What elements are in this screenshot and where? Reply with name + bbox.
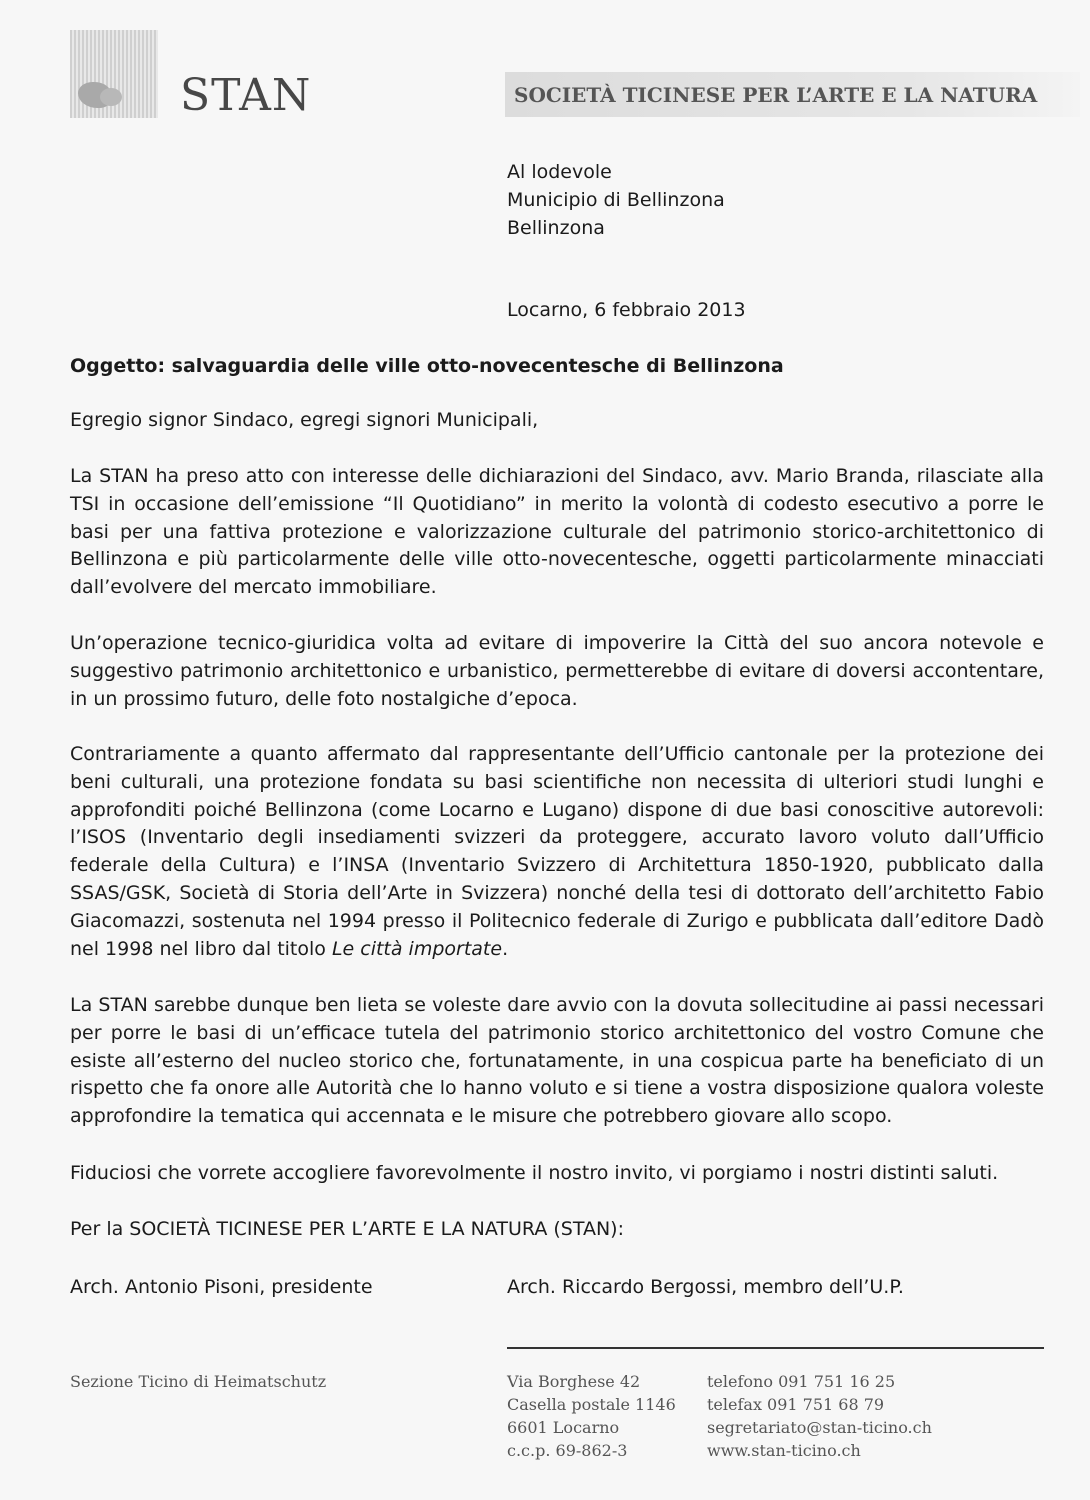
book-title: Le città importate: [331, 937, 503, 960]
subject-line: Oggetto: salvaguardia delle ville otto-novecentesche di Bellinzona: [70, 355, 784, 377]
signature-president: Arch. Antonio Pisoni, presidente: [70, 1276, 373, 1298]
footer-phone: telefono 091 751 16 25: [707, 1372, 896, 1391]
date-line: Locarno, 6 febbraio 2013: [507, 299, 746, 321]
footer-website-link[interactable]: www.stan-ticino.ch: [707, 1441, 861, 1460]
society-name: SOCIETÀ TICINESE PER L’ARTE E LA NATURA: [514, 83, 1038, 107]
recipient-line: Municipio di Bellinzona: [507, 189, 725, 211]
footer-address-line: Casella postale 1146: [507, 1395, 676, 1414]
footer-contacts: [707, 1370, 932, 1462]
paragraph-2: Un’operazione tecnico-giuridica volta ad evitare di impoverire la Città del suo ancora notevole e suggestivo patrimonio architettonico e urbanistico, permetterebbe di evitare di doversi accontentare, in un prossimo futuro, delle foto nostalgiche d’epoca.: [70, 632, 1044, 710]
footer-section: Sezione Ticino di Heimatschutz: [70, 1372, 327, 1391]
footer-fax: telefax 091 751 68 79: [707, 1395, 885, 1414]
footer-address-line: c.c.p. 69-862-3: [507, 1441, 628, 1460]
salutation: Egregio signor Sindaco, egregi signori Municipali,: [70, 409, 539, 431]
recipient-line: Bellinzona: [507, 217, 605, 239]
paragraph-4: La STAN sarebbe dunque ben lieta se voleste dare avvio con la dovuta sollecitudine ai passi necessari per porre le basi di un’efficace tutela del patrimonio storico architettonico del vostro Comune che esiste all’esterno del nucleo storico che, fortunatamente, in una cospicua parte ha beneficiato di un rispetto che fa onore alle Autorità che lo hanno voluto e si tiene a vostra disposizione qualora voleste approfondire la tematica qui accennata e le misure che potrebbero giovare allo scopo.: [70, 994, 1044, 1128]
paragraph-3-end: .: [502, 937, 509, 960]
footer-address-line: 6601 Locarno: [507, 1418, 620, 1437]
paragraph-1: La STAN ha preso atto con interesse delle dichiarazioni del Sindaco, avv. Mario Branda, rilasciate alla TSI in occasione dell’emissione “Il Quotidiano” in merito la volontà di codesto esecutivo a porre le basi per una fattiva protezione e valorizzazione culturale del patrimonio storico-architettonico di Bellinzona e più particolarmente delle ville otto-novecentesche, oggetti particolarmente minacciati dall’evolvere del mercato immobiliare.: [70, 465, 1044, 599]
recipient-address: [507, 158, 725, 242]
recipient-line: Al lodevole: [507, 161, 612, 183]
signature-member: Arch. Riccardo Bergossi, membro dell’U.P.: [507, 1276, 904, 1298]
stan-logo-icon: [70, 30, 158, 118]
paragraph-3: [70, 741, 1044, 963]
society-banner: [505, 72, 1080, 117]
logo-text: STAN: [180, 70, 312, 121]
footer-address: [507, 1370, 676, 1462]
footer-email-link[interactable]: segretariato@stan-ticino.ch: [707, 1418, 932, 1437]
footer-address-line: Via Borghese 42: [507, 1372, 641, 1391]
signatory-organization: Per la SOCIETÀ TICINESE PER L’ARTE E LA NATURA (STAN):: [70, 1218, 624, 1240]
paragraph-3-text: Contrariamente a quanto affermato dal rappresentante dell’Ufficio cantonale per la protezione dei beni culturali, una protezione fondata su basi scientifiche non necessita di ulteriori studi lunghi e approfonditi poiché Bellinzona (come Locarno e Lugano) dispone di due basi conoscitive autorevoli: l’ISOS (Inventario degli insediamenti svizzeri da proteggere, accurato lavoro voluto dall’Ufficio federale della Cultura) e l’INSA (Inventario Svizzero di Architettura 1850-1920, pubblicato dalla SSAS/GSK, Società di Storia dell’Arte in Svizzera) nonché della tesi di dottorato dell’architetto Fabio Giacomazzi, sostenuta nel 1994 presso il Politecnico federale di Zurigo e pubblicata dall’editore Dadò nel 1998 nel libro dal titolo: [70, 743, 1044, 960]
footer-divider: [507, 1347, 1044, 1349]
closing-line: Fiduciosi che vorrete accogliere favorevolmente il nostro invito, vi porgiamo i nostri distinti saluti.: [70, 1162, 999, 1184]
